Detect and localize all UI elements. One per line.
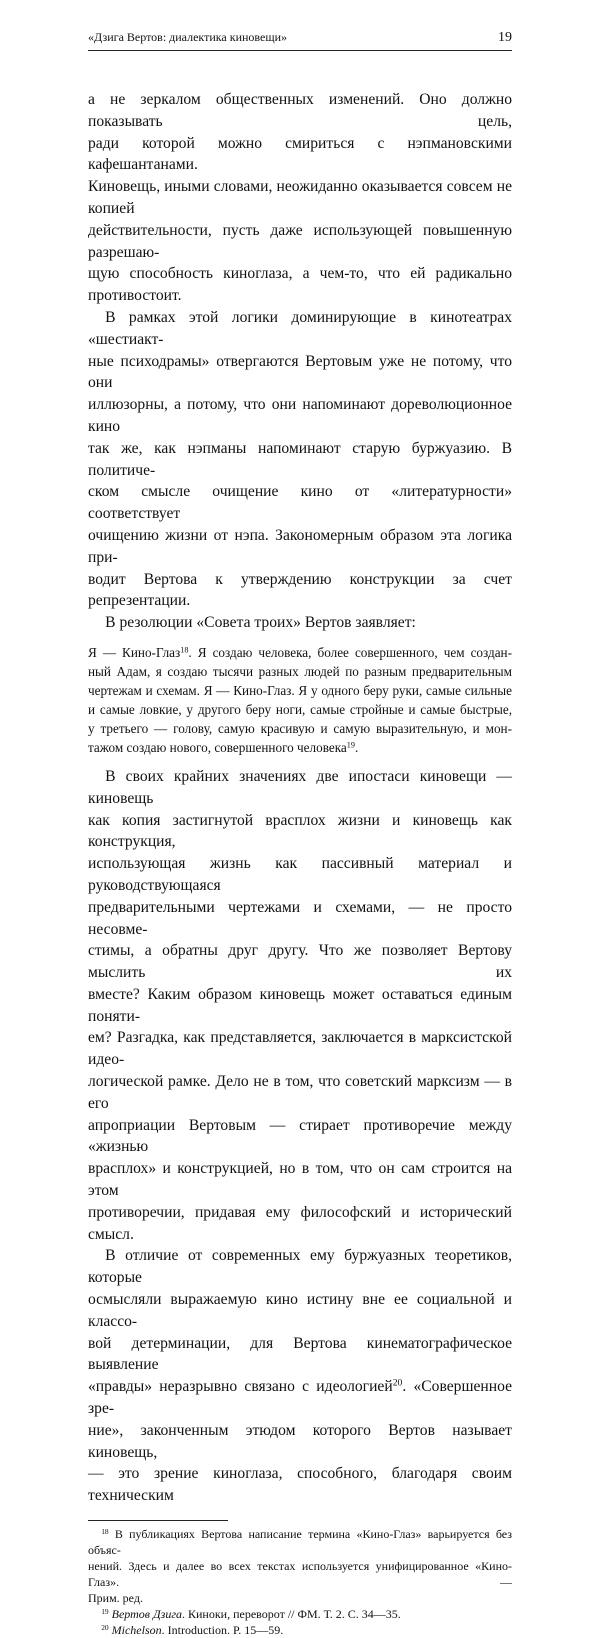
text-line [88, 1376, 512, 1420]
footnote-19 [88, 1606, 512, 1622]
footnote-author: Вертов Дзига [111, 1607, 182, 1622]
quote-text: Я — Кино-Глаз [88, 644, 181, 660]
text-line: Киновещь, иными словами, неожиданно оказывается совсем не копией [88, 178, 512, 217]
text-line: вместе? Каким образом киновещь может оставаться единым поняти- [88, 985, 512, 1025]
footnote-number: 19 [101, 1606, 109, 1616]
text-line: ние», законченным этюдом которого Вертов называет киновещь, [88, 1421, 512, 1461]
quote-line: чертежам и схемам. Я — Кино-Глаз. Я у одного беру руки, самые сильные [88, 682, 512, 698]
text-line: ском смысле очищение кино от «литературности» соответствует [88, 483, 512, 523]
text-line: вой детерминации, для Вертова кинематографическое выявление [88, 1334, 512, 1374]
quote-text: . Я создаю человека, более совершенного, чем создан- [188, 644, 513, 660]
text-line: В резолюции «Совета троих» Вертов заявляет: [105, 614, 416, 632]
quote-line: ный Адам, я создаю тысячи разных людей по разным предварительным [88, 663, 512, 679]
text-line: — это зрение киноглаза, способного, благодаря своим техническим [88, 1465, 512, 1505]
text-line: В своих крайних значениях две ипостаси киновещи — киновещь [88, 767, 512, 807]
text-line: предварительными чертежами и схемами, — не просто несовме- [88, 898, 512, 938]
text-line: иллюзорны, а потому, что они напоминают дореволюционное кино [88, 396, 512, 435]
quote-text: тажом создаю нового, совершенного человека [88, 739, 347, 755]
paragraph-2 [88, 307, 512, 634]
footnote-author: Michelson [111, 1623, 162, 1638]
footnote-divider [88, 1520, 228, 1521]
page-number: 19 [498, 30, 512, 45]
text-line: действительности, пусть даже использующей повышенную разрешаю- [88, 221, 512, 261]
paragraph-3 [88, 766, 512, 1246]
block-quote [88, 643, 512, 757]
footnote-text: . Introduction. P. 15—59. [161, 1623, 284, 1638]
text-line: водит Вертова к утверждению конструкции за счет репрезентации. [88, 570, 512, 610]
text-line: стимы, а обратны друг другу. Что же позволяет Вертову мыслить их [88, 942, 512, 982]
quote-line [88, 643, 512, 662]
text-segment: . «Совершенное зре- [88, 1378, 512, 1418]
text-line: ные психодрамы» отвергаются Вертовым уже не потому, что они [88, 352, 512, 392]
footnote-18-cont: Прим. ред. [88, 1591, 143, 1606]
paragraph-1 [88, 89, 512, 307]
quote-line: и самые ловкие, у другого беру ноги, самые стройные и самые быстрые, [88, 701, 512, 717]
text-line: В рамках этой логики доминирующие в кинотеатрах «шестиакт- [88, 308, 512, 348]
text-line: очищению жизни от нэпа. Закономерным образом эта логика при- [88, 526, 512, 566]
text-segment: «правды» неразрывно связано с идеологией [88, 1378, 393, 1396]
footnote-18 [88, 1526, 512, 1558]
footnote-20 [88, 1622, 512, 1638]
footnote-text: В публикациях Вертова написание термина «Кино-Глаз» варьируется без объяс- [88, 1527, 512, 1558]
quote-line [88, 738, 512, 757]
footnote-18-cont: нений. Здесь и далее во всех текстах используется унифицированное «Кино-Глаз». — [88, 1559, 512, 1590]
quote-text: . [354, 739, 359, 755]
text-line: так же, как нэпманы напоминают старую буржуазию. В политиче- [88, 439, 512, 479]
footnote-number: 18 [101, 1526, 109, 1536]
text-line: а не зеркалом общественных изменений. Оно должно показывать цель, [88, 91, 512, 130]
text-line: противоречии, придавая ему философский и исторический смысл. [88, 1203, 512, 1243]
footnote-text: . Киноки, переворот // ФМ. Т. 2. С. 34—35. [182, 1607, 401, 1622]
footnotes [88, 1526, 512, 1638]
page-body [88, 89, 512, 1638]
footnote-ref-19[interactable]: 19 [346, 740, 355, 750]
text-line: логической рамке. Дело не в том, что советский марксизм — в его [88, 1073, 512, 1112]
running-head-title: «Дзига Вертов: диалектика киновещи» [88, 30, 287, 44]
footnote-number: 20 [101, 1622, 109, 1632]
text-line: осмысляли выражаемую кино истину вне ее социальной и классо- [88, 1291, 512, 1330]
text-line: щую способность киноглаза, а чем-то, что ей радикально противостоит. [88, 265, 512, 305]
text-line: как копия застигнутой врасплох жизни и киновещь как конструкция, [88, 811, 512, 851]
paragraph-4 [88, 1245, 512, 1507]
quote-line: у третьего — голову, самую красивую и самую выразительную, и мон- [88, 720, 512, 736]
text-line: ем? Разгадка, как представляется, заключается в марксистской идео- [88, 1029, 512, 1069]
text-line: ради которой можно смириться с нэпмановскими кафешантанами. [88, 134, 512, 174]
footnote-ref-20[interactable]: 20 [392, 1377, 403, 1389]
footnote-ref-18[interactable]: 18 [180, 645, 189, 655]
text-line: использующая жизнь как пассивный материал и руководствующаяся [88, 855, 512, 894]
text-line: врасплох» и конструкцией, но в том, что он сам строится на этом [88, 1160, 512, 1200]
running-head [88, 30, 512, 51]
text-line: апроприации Вертовым — стирает противоречие между «жизнью [88, 1116, 512, 1156]
text-line: В отличие от современных ему буржуазных теоретиков, которые [88, 1247, 512, 1287]
